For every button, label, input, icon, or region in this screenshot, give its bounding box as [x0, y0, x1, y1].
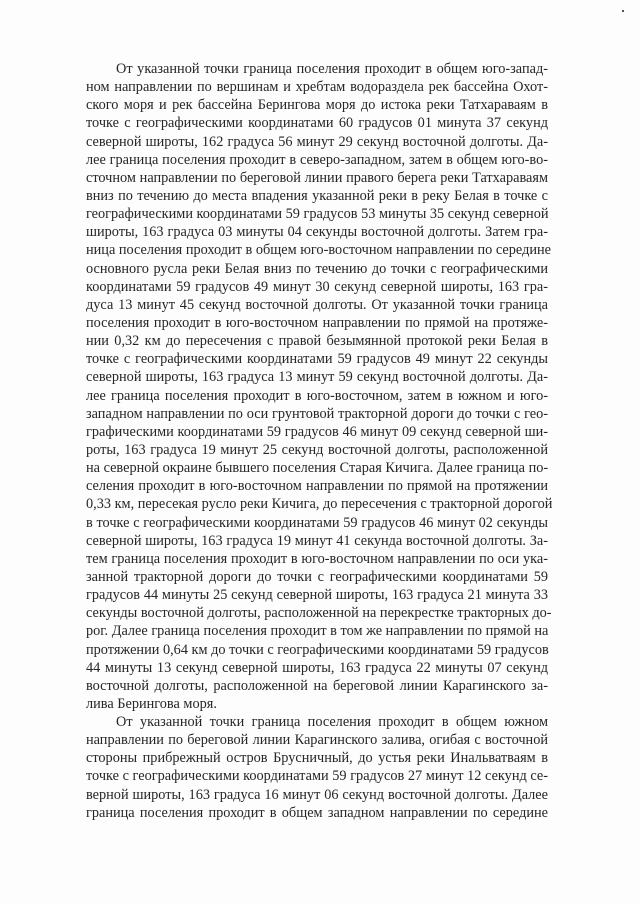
text-line: лее граница поселения проходит в северо-западном, затем в общем юго-во-	[86, 151, 548, 168]
text-line: графическими координатами 59 градусов 46 минут 09 секунд северной ши-	[86, 423, 548, 440]
text-line: основного русла реки Белая вниз по течению до точки с географическими	[86, 260, 548, 277]
text-line: сточном направлении по береговой линии правого берега реки Татхараваям	[86, 169, 548, 186]
text-line: точке с географическими координатами 59 градусов 49 минут 22 секунды	[86, 351, 548, 368]
text-line: точке с географическими координатами 59 градусов 27 минут 12 секунд се-	[86, 768, 548, 785]
text-line: селения проходит в юго-восточном направлении по прямой на протяжении	[86, 478, 548, 495]
text-line: лее граница поселения проходит в юго-восточном, затем в южном и юго-	[86, 387, 548, 404]
text-line: координатами 59 градусов 49 минут 30 секунд северной широты, 163 гра-	[86, 278, 548, 295]
text-line: северной широты, 163 градуса 13 минут 59 секунд восточной долготы. Да-	[86, 369, 548, 386]
text-line: верной широты, 163 градуса 16 минут 06 секунд восточной долготы. Далее	[86, 786, 548, 803]
text-line: вниз по течению до места впадения указанной реки в реку Белая в точке с	[86, 187, 548, 204]
text-line: широты, 163 градуса 03 минуты 04 секунды восточной долготы. Затем гра-	[86, 224, 548, 241]
text-line: поселения проходит в юго-восточном направлении по прямой на протяже-	[86, 314, 548, 331]
text-line: 0,33 км, пересекая русло реки Кичига, до пересечения с тракторной дорогой	[86, 496, 553, 513]
text-line: восточной долготы, расположенной на береговой линии Карагинского за-	[86, 677, 548, 694]
text-line: северной широты, 163 градуса 19 минут 41 секунда восточной долготы. За-	[86, 532, 548, 549]
text-line: От указанной точки граница поселения проходит в общем южном	[116, 714, 548, 731]
text-line: ского моря и рек бассейна Берингова моря до истока реки Татхараваям в	[86, 97, 548, 114]
text-line: направлении по береговой линии Карагинского залива, огибая с восточной	[86, 732, 548, 749]
text-line: ном направлении по вершинам и хребтам водораздела рек бассейна Охот-	[86, 79, 548, 96]
text-line: нии 0,32 км до пересечения с правой безымянной протокой реки Белая в	[86, 333, 548, 350]
text-line: дуса 13 минут 45 секунд восточной долготы. От указанной точки граница	[86, 296, 548, 313]
text-line: в точке с географическими координатами 59 градусов 46 минут 02 секунды	[86, 514, 548, 531]
text-line: протяжении 0,64 км до точки с географическими координатами 59 градусов	[86, 641, 549, 658]
text-line: точке с географическими координатами 60 градусов 01 минута 37 секунд	[86, 115, 548, 132]
scan-speck	[622, 10, 624, 12]
text-line: северной широты, 162 градуса 56 минут 29 секунд восточной долготы. Да-	[86, 133, 548, 150]
text-line: секунды восточной долготы, расположенной на перекрестке тракторных до-	[86, 605, 552, 622]
text-line: тем граница поселения проходит в юго-восточном направлении по оси ука-	[86, 550, 548, 567]
document-body	[86, 60, 553, 822]
text-line: рог. Далее граница поселения проходит в том же направлении по прямой на	[86, 623, 549, 640]
text-line: лива Берингова моря.	[86, 695, 217, 712]
text-line: граница поселения проходит в общем западном направлении по середине	[86, 804, 548, 821]
text-line: ница поселения проходит в общем юго-восточном направлении по середине	[86, 242, 551, 259]
text-line: стороны прибрежный остров Брусничный, до устья реки Инальватваям в	[86, 750, 548, 767]
text-line: От указанной точки граница поселения проходит в общем юго-запад-	[116, 61, 548, 77]
text-line: роты, 163 градуса 19 минут 25 секунд восточной долготы, расположенной	[86, 441, 548, 458]
text-line: занной тракторной дороги до точки с географическими координатами 59	[86, 568, 548, 585]
paragraph	[86, 60, 553, 713]
text-line: на северной окраине бывшего поселения Старая Кичига. Далее граница по-	[86, 460, 549, 477]
text-line: западном направлении по оси грунтовой тракторной дороги до точки с гео-	[86, 405, 548, 422]
text-line: 44 минуты 13 секунд северной широты, 163 градуса 22 минуты 07 секунд	[86, 659, 548, 676]
paragraph	[86, 713, 548, 822]
text-line: градусов 44 минуты 25 секунд северной широты, 163 градуса 21 минута 33	[86, 587, 548, 604]
text-line: географическими координатами 59 градусов 53 минуты 35 секунд северной	[86, 206, 549, 223]
